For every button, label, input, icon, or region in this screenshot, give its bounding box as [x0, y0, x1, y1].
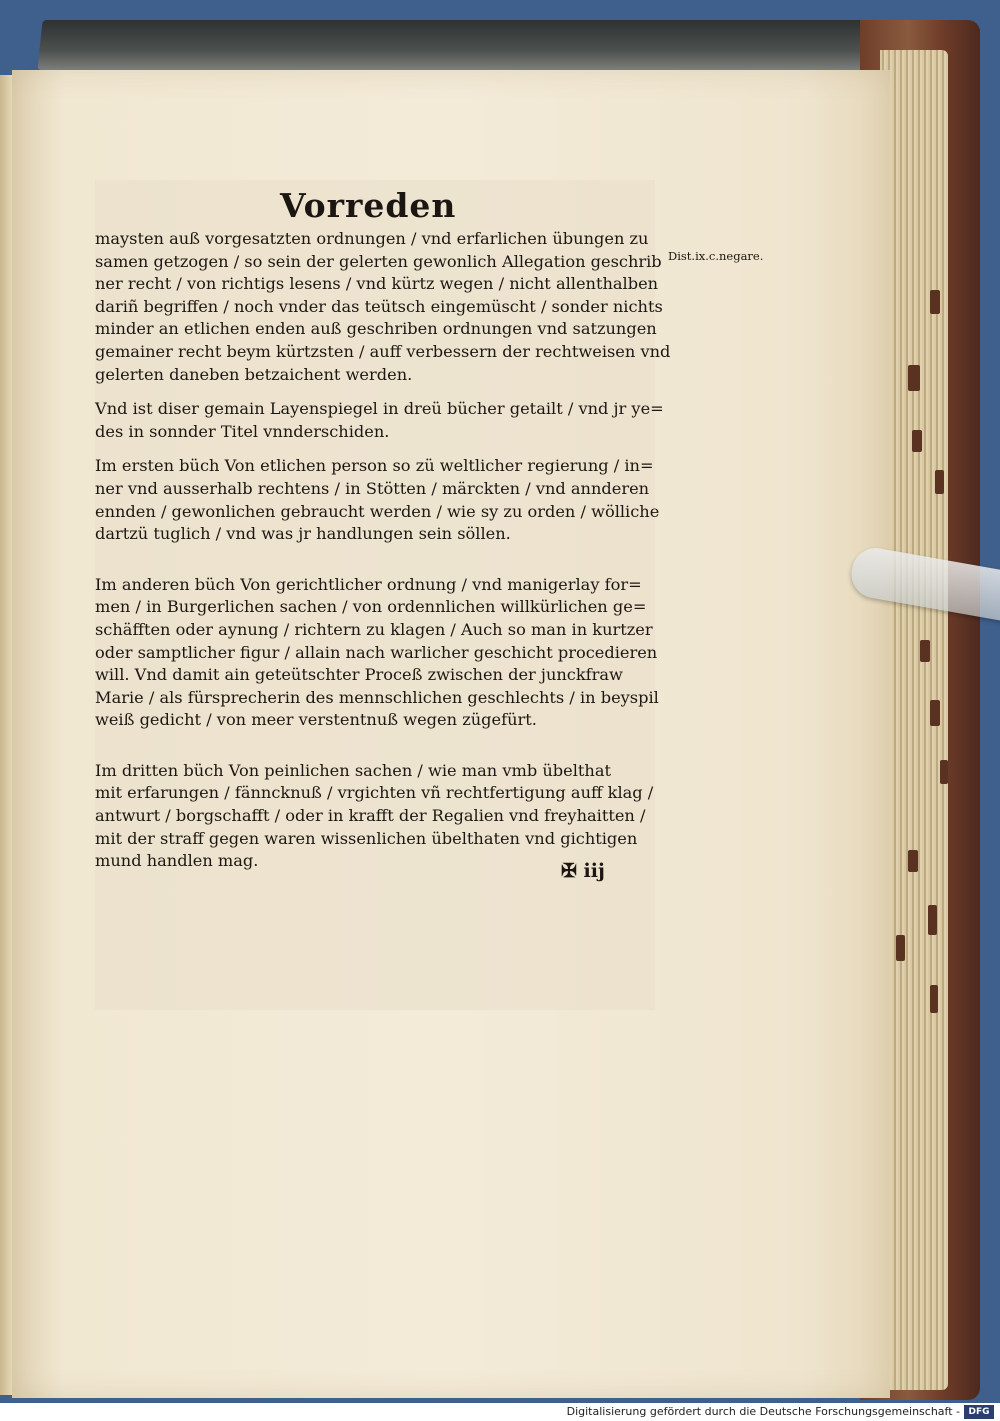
- paragraph: [95, 455, 660, 545]
- index-tab: [930, 985, 938, 1013]
- book-top-edge: [37, 20, 942, 70]
- text-line: minder an etlichen enden auß geschriben ordnungen vnd satzungen: [95, 319, 657, 339]
- index-tab: [908, 365, 920, 391]
- text-line: mit erfarungen / fänncknuß / vrgichten vñ rechtfertigung auff klag /: [95, 783, 654, 803]
- dfg-logo: DFG: [964, 1405, 994, 1419]
- body-text: [95, 228, 671, 873]
- text-line: samen getzogen / so sein der gelerten gewonlich Allegation geschrib: [95, 251, 662, 271]
- index-tab: [930, 700, 940, 726]
- text-line: schäfften oder aynung / richtern zu klagen / Auch so man in kurtzer: [95, 619, 653, 639]
- footer-bar: [0, 1403, 1000, 1421]
- signature-mark: ✠ iij: [561, 860, 605, 882]
- index-tab: [930, 290, 940, 314]
- text-line: ner recht / von richtigs lesens / vnd kürtz wegen / nicht allenthalben: [95, 274, 659, 294]
- text-line: maysten auß vorgesatzten ordnungen / vnd erfarlichen übungen zu: [95, 229, 649, 248]
- page-heading: Vorreden: [280, 186, 457, 225]
- paragraph: [95, 398, 664, 443]
- paragraph: [95, 574, 659, 732]
- text-line: Im anderen büch Von gerichtlicher ordnung / vnd manigerlay for=: [95, 574, 642, 594]
- text-line: dariñ begriffen / noch vnder das teütsch eingemüscht / sonder nichts: [95, 296, 663, 316]
- paragraph: [95, 228, 671, 386]
- text-line: dartzü tuglich / vnd was jr handlungen sein söllen.: [95, 524, 511, 544]
- text-line: Marie / als fürsprecherin des mennschlichen geschlechts / in beyspil: [95, 687, 659, 707]
- text-line: mund handlen mag.: [95, 851, 259, 871]
- text-line: ennden / gewonlichen gebraucht werden / wie sy zu orden / wölliche: [95, 501, 660, 521]
- index-tab: [912, 430, 922, 452]
- marginal-note: Dist.ix.c.negare.: [668, 249, 764, 263]
- index-tab: [896, 935, 905, 961]
- text-line: ner vnd ausserhalb rechtens / in Stötten / märckten / vnd annderen: [95, 478, 650, 498]
- text-line: Im dritten büch Von peinlichen sachen / wie man vmb übelthat: [95, 760, 611, 780]
- text-line: gemainer recht beym kürtzsten / auff verbessern der rechtweisen vnd: [95, 341, 671, 361]
- text-line: antwurt / borgschafft / oder in krafft der Regalien vnd freyhaitten /: [95, 806, 646, 826]
- text-line: will. Vnd damit ain geteütschter Proceß zwischen der junckfraw: [95, 665, 623, 685]
- text-line: mit der straff gegen waren wissenlichen übelthaten vnd gichtigen: [95, 828, 638, 848]
- index-tab: [940, 760, 948, 784]
- index-tab: [920, 640, 930, 662]
- footer-credit: Digitalisierung gefördert durch die Deutsche Forschungsgemeinschaft -: [566, 1405, 960, 1418]
- text-line: weiß gedicht / von meer verstentnuß wegen zügefürt.: [95, 710, 537, 730]
- index-tab: [908, 850, 918, 872]
- index-tab: [935, 470, 944, 494]
- text-line: men / in Burgerlichen sachen / von ordennlichen willkürlichen ge=: [95, 597, 647, 617]
- text-line: gelerten daneben betzaichent werden.: [95, 364, 413, 384]
- text-line: Im ersten büch Von etlichen person so zü weltlicher regierung / in=: [95, 456, 654, 476]
- index-tab: [928, 905, 937, 935]
- text-line: oder samptlicher figur / allain nach warlicher geschicht procedieren: [95, 642, 658, 662]
- text-line: Vnd ist diser gemain Layenspiegel in dreü bücher getailt / vnd jr ye=: [95, 399, 664, 419]
- paragraph: [95, 760, 655, 873]
- text-line: des in sonnder Titel vnnderschiden.: [95, 421, 390, 441]
